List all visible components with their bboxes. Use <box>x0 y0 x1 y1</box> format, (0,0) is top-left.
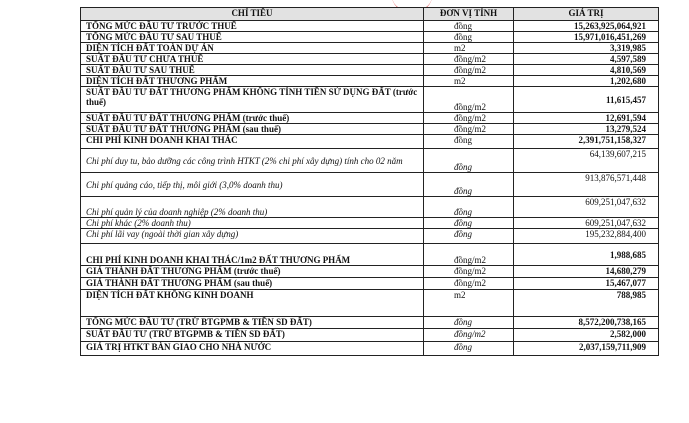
table-row <box>81 32 659 43</box>
row-value: 15,971,016,451,269 <box>514 32 659 43</box>
table-row <box>81 87 659 113</box>
row-unit: đồng <box>424 342 514 356</box>
row-value: 4,597,589 <box>514 54 659 65</box>
row-label: SUẤT ĐẦU TƯ (TRỪ BTGPMB & TIỀN SD ĐẤT) <box>81 329 424 342</box>
row-value: 609,251,047,632 <box>514 218 659 229</box>
table-header-row <box>81 8 659 21</box>
table-row <box>81 21 659 32</box>
row-label: TỔNG MỨC ĐẦU TƯ (TRỪ BTGPMB & TIỀN SD ĐẤT) <box>81 317 424 329</box>
table-row <box>81 113 659 124</box>
row-label: DIỆN TÍCH ĐẤT TOÀN DỰ ÁN <box>81 43 424 54</box>
row-unit: đồng <box>424 149 514 173</box>
row-value: 14,680,279 <box>514 266 659 278</box>
row-value: 1,202,680 <box>514 76 659 87</box>
row-value: 609,251,047,632 <box>514 197 659 218</box>
row-label: SUẤT ĐẦU TƯ SAU THUẾ <box>81 65 424 76</box>
row-unit: đồng/m2 <box>424 65 514 76</box>
row-value: 3,319,985 <box>514 43 659 54</box>
row-unit: đồng <box>424 32 514 43</box>
row-label: GIÁ THÀNH ĐẤT THƯƠNG PHẨM (trước thuế) <box>81 266 424 278</box>
table-row <box>81 244 659 266</box>
table-row <box>81 76 659 87</box>
row-value: 11,615,457 <box>514 87 659 113</box>
row-unit: đồng <box>424 317 514 329</box>
row-value: 1,988,685 <box>514 244 659 266</box>
table-row <box>81 54 659 65</box>
row-value: 4,810,569 <box>514 65 659 76</box>
row-label: CHI PHÍ KINH DOANH KHAI THÁC <box>81 135 424 149</box>
table-row <box>81 266 659 278</box>
row-label: GIÁ THÀNH ĐẤT THƯƠNG PHẨM (sau thuế) <box>81 278 424 290</box>
row-label: DIỆN TÍCH ĐẤT THƯƠNG PHẨM <box>81 76 424 87</box>
row-unit: đồng <box>424 218 514 229</box>
row-label: SUẤT ĐẦU TƯ ĐẤT THƯƠNG PHẨM (trước thuế) <box>81 113 424 124</box>
table-row <box>81 173 659 197</box>
row-unit: đồng/m2 <box>424 113 514 124</box>
row-unit: đồng <box>424 135 514 149</box>
table-row <box>81 149 659 173</box>
header-unit: ĐƠN VỊ TÍNH <box>424 8 514 21</box>
row-unit: đồng/m2 <box>424 87 514 113</box>
row-unit: đồng/m2 <box>424 329 514 342</box>
row-value: 12,691,594 <box>514 113 659 124</box>
row-value: 13,279,524 <box>514 124 659 135</box>
row-value: 15,467,077 <box>514 278 659 290</box>
row-label: Chi phí quản lý của doanh nghiệp (2% doanh thu) <box>81 197 424 218</box>
table-row <box>81 342 659 356</box>
row-unit: m2 <box>424 76 514 87</box>
row-value: 64,139,607,215 <box>514 149 659 173</box>
row-unit: m2 <box>424 43 514 54</box>
row-label: Chi phí quảng cáo, tiếp thị, môi giới (3,0% doanh thu) <box>81 173 424 197</box>
investment-summary-table <box>80 7 659 356</box>
row-value: 195,232,884,400 <box>514 229 659 244</box>
table-row <box>81 278 659 290</box>
row-unit: đồng/m2 <box>424 266 514 278</box>
row-label: CHI PHÍ KINH DOANH KHAI THÁC/1m2 ĐẤT THƯƠNG PHẨM <box>81 244 424 266</box>
row-label: TỔNG MỨC ĐẦU TƯ TRƯỚC THUẾ <box>81 21 424 32</box>
row-label: Chi phí khác (2% doanh thu) <box>81 218 424 229</box>
row-value: 2,582,000 <box>514 329 659 342</box>
row-unit: m2 <box>424 290 514 317</box>
row-label: Chi phí duy tu, bảo dưỡng các công trình HTKT (2% chi phí xây dựng) tính cho 02 năm <box>81 149 424 173</box>
row-value: 8,572,200,738,165 <box>514 317 659 329</box>
row-label: Chi phí lãi vay (ngoài thời gian xây dựng) <box>81 229 424 244</box>
row-value: 2,391,751,158,327 <box>514 135 659 149</box>
row-label: TỔNG MỨC ĐẦU TƯ SAU THUẾ <box>81 32 424 43</box>
table-row <box>81 218 659 229</box>
table-row <box>81 229 659 244</box>
row-label: SUẤT ĐẦU TƯ ĐẤT THƯƠNG PHẨM KHÔNG TÍNH TIỀN SỬ DỤNG ĐẤT (trước thuế) <box>81 87 424 113</box>
row-unit: đồng/m2 <box>424 244 514 266</box>
table-row <box>81 329 659 342</box>
table-row <box>81 197 659 218</box>
table-row <box>81 43 659 54</box>
row-label: SUẤT ĐẦU TƯ ĐẤT THƯƠNG PHẨM (sau thuế) <box>81 124 424 135</box>
table-row <box>81 135 659 149</box>
row-unit: đồng <box>424 197 514 218</box>
row-unit: đồng/m2 <box>424 54 514 65</box>
table-row <box>81 124 659 135</box>
table-row <box>81 65 659 76</box>
table-row <box>81 290 659 317</box>
header-criteria: CHỈ TIÊU <box>81 8 424 21</box>
row-label: SUẤT ĐẦU TƯ CHƯA THUẾ <box>81 54 424 65</box>
row-unit: đồng <box>424 21 514 32</box>
row-value: 15,263,925,064,921 <box>514 21 659 32</box>
table-row <box>81 317 659 329</box>
row-unit: đồng/m2 <box>424 124 514 135</box>
row-unit: đồng/m2 <box>424 278 514 290</box>
row-label: DIỆN TÍCH ĐẤT KHÔNG KINH DOANH <box>81 290 424 317</box>
row-value: 788,985 <box>514 290 659 317</box>
row-unit: đồng <box>424 229 514 244</box>
row-unit: đồng <box>424 173 514 197</box>
row-value: 2,037,159,711,909 <box>514 342 659 356</box>
row-label: GIÁ TRỊ HTKT BÀN GIAO CHO NHÀ NƯỚC <box>81 342 424 356</box>
header-value: GIÁ TRỊ <box>514 8 659 21</box>
row-value: 913,876,571,448 <box>514 173 659 197</box>
